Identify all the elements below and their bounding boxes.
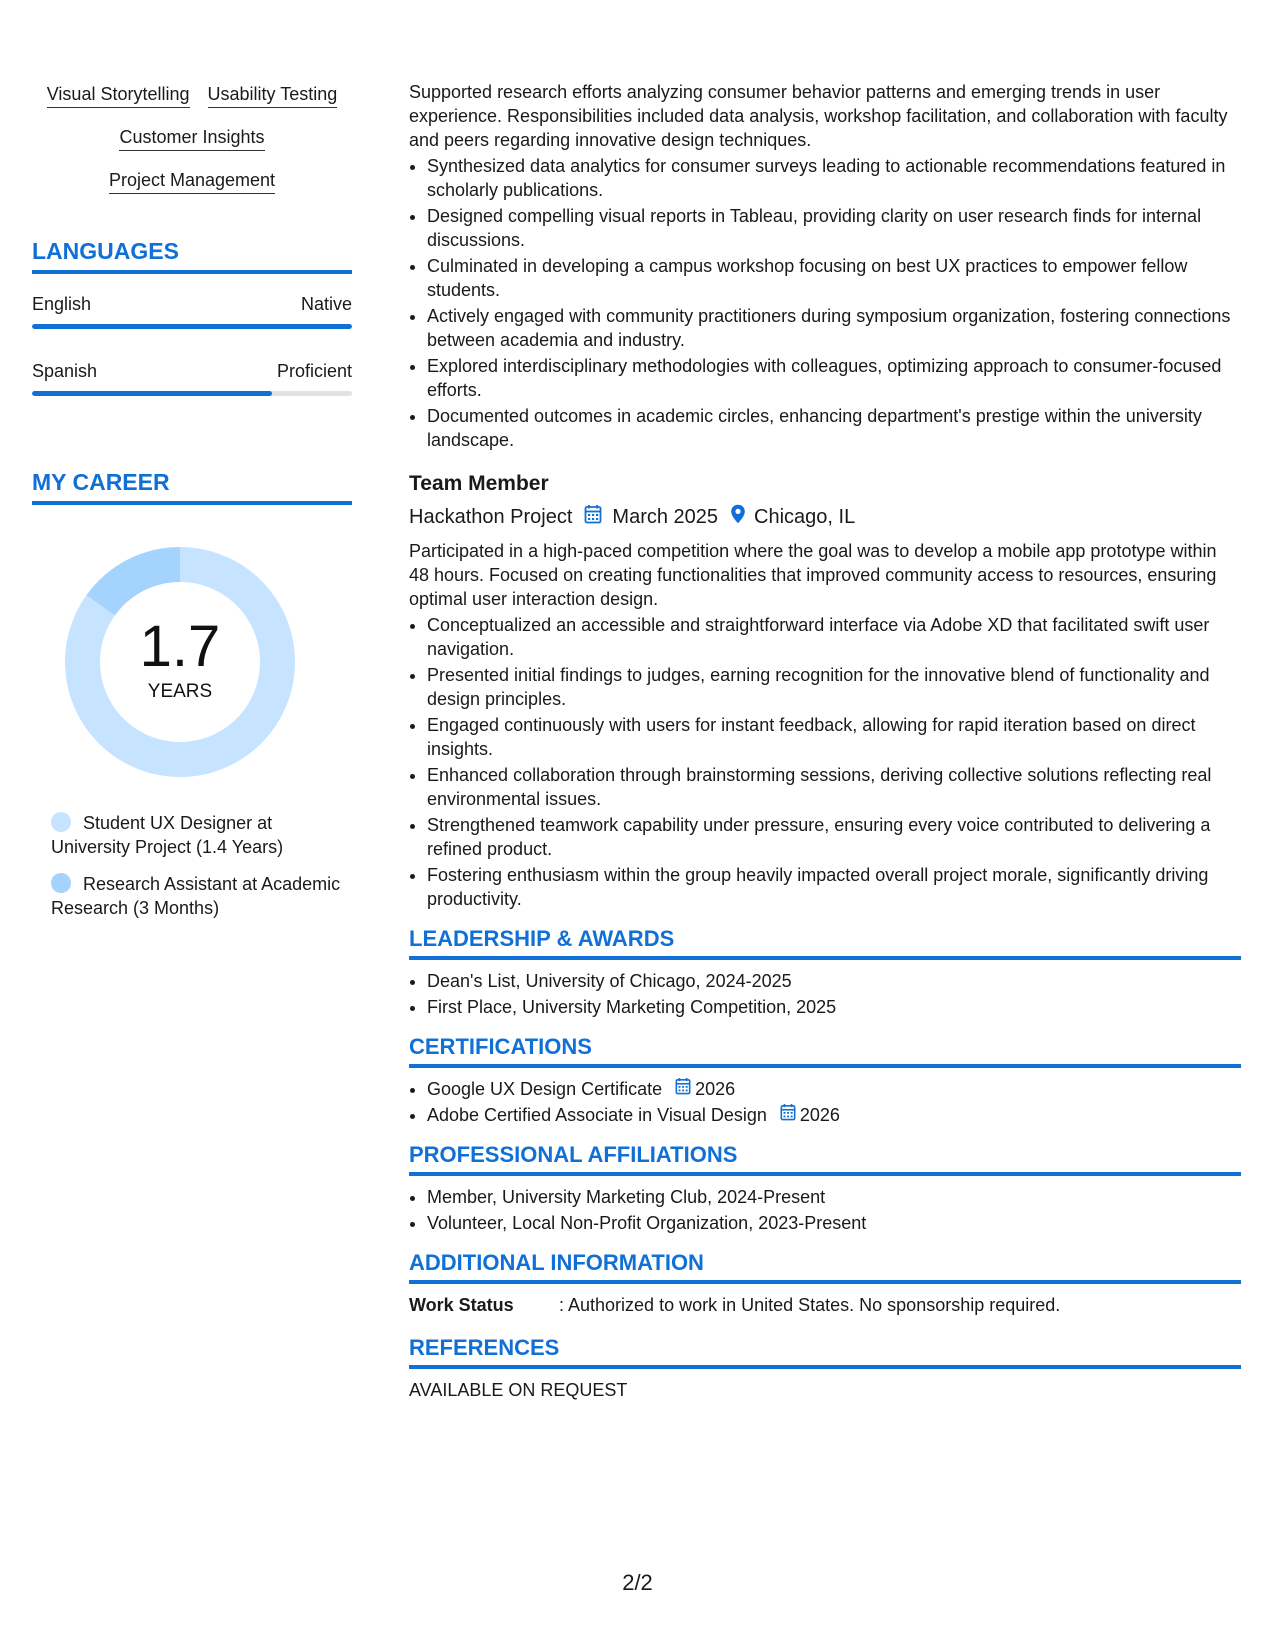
career-donut-chart — [65, 547, 295, 777]
language-bar — [32, 391, 352, 396]
affiliation-item: • Member, University Marketing Club, 2024-Present — [427, 1185, 1241, 1209]
job-bullets — [409, 613, 1241, 911]
leadership-item: • Dean's List, University of Chicago, 2024-2025 — [427, 969, 1241, 993]
references-heading: REFERENCES — [409, 1335, 1241, 1369]
bullet-item: • Enhanced collaboration through brainstorming sessions, deriving collective solutions reflecting real environmental issues. — [427, 763, 1241, 811]
affiliation-item: • Volunteer, Local Non-Profit Organization, 2023-Present — [427, 1211, 1241, 1235]
leadership-heading: LEADERSHIP & AWARDS — [409, 926, 1241, 960]
certification-item — [427, 1077, 1241, 1101]
bullet-item: • Documented outcomes in academic circles, enhancing department's prestige within the university landscape. — [427, 404, 1241, 452]
bullet-item: • Actively engaged with community practitioners during symposium organization, fostering connections between academia and industry. — [427, 304, 1241, 352]
affiliations-heading: PROFESSIONAL AFFILIATIONS — [409, 1142, 1241, 1176]
bullet-item: • Strengthened teamwork capability under pressure, ensuring every voice contributed to delivering a refined product. — [427, 813, 1241, 861]
job-title: Team Member — [409, 472, 549, 495]
calendar-icon — [675, 1077, 691, 1101]
skill-tag: Customer Insights — [119, 127, 264, 151]
bullet-item: • Fostering enthusiasm within the group heavily impacted overall project morale, significantly driving productivity. — [427, 863, 1241, 911]
job-location: Chicago, IL — [754, 506, 856, 528]
affiliations-list — [409, 1185, 1241, 1235]
legend-dot — [51, 873, 71, 893]
legend-label: Research Assistant at Academic Research (3 Months) — [51, 874, 341, 918]
bullet-item: • Conceptualized an accessible and straightforward interface via Adobe XD that facilitated swift user navigation. — [427, 613, 1241, 661]
research-description: Supported research efforts analyzing consumer behavior patterns and emerging trends in user experience. Responsibilities included data analysis, workshop facilitation, and collaboration with faculty and peers regarding innovative design techniques. — [409, 82, 1228, 150]
job-company: Hackathon Project — [409, 506, 573, 528]
language-name: English — [32, 294, 92, 314]
references-text: AVAILABLE ON REQUEST — [409, 1380, 628, 1400]
language-bar-fill — [32, 324, 352, 329]
additional-info-heading: ADDITIONAL INFORMATION — [409, 1250, 1241, 1284]
language-level: Proficient — [276, 361, 352, 381]
bullet-item: • Culminated in developing a campus workshop focusing on best UX practices to empower fellow students. — [427, 254, 1241, 302]
language-bar — [32, 324, 352, 329]
career-unit: YEARS — [147, 681, 213, 702]
languages-heading: LANGUAGES — [32, 238, 352, 274]
bullet-item: • Designed compelling visual reports in Tableau, providing clarity on user research finds for internal discussions. — [427, 204, 1241, 252]
legend-item — [51, 811, 351, 859]
legend-item — [51, 872, 351, 920]
leadership-item: • First Place, University Marketing Competition, 2025 — [427, 995, 1241, 1019]
bullet-item: • Explored interdisciplinary methodologies with colleagues, optimizing approach to consumer-focused efforts. — [427, 354, 1241, 402]
main-content — [409, 80, 1241, 1402]
certification-item — [427, 1103, 1241, 1127]
sidebar — [32, 84, 352, 933]
certifications-heading: CERTIFICATIONS — [409, 1034, 1241, 1068]
leadership-list — [409, 969, 1241, 1019]
language-name: Spanish — [32, 361, 98, 381]
work-status-label: Work Status — [409, 1295, 514, 1315]
career-heading: MY CAREER — [32, 469, 352, 505]
bullet-item: • Presented initial findings to judges, earning recognition for the innovative blend of functionality and design principles. — [427, 663, 1241, 711]
skill-tag: Usability Testing — [208, 84, 338, 108]
work-status-value: : Authorized to work in United States. No sponsorship required. — [559, 1295, 1061, 1315]
career-total-years: 1.7 — [139, 614, 221, 679]
bullet-item: • Engaged continuously with users for instant feedback, allowing for rapid iteration based on direct insights. — [427, 713, 1241, 761]
language-level: Native — [300, 294, 352, 314]
work-status-row — [409, 1293, 1241, 1317]
job-date: March 2025 — [612, 506, 719, 528]
certification-name: Google UX Design Certificate — [427, 1079, 663, 1099]
job-description: Participated in a high-paced competition where the goal was to develop a mobile app prototype within 48 hours. Focused on creating functionalities that improved community access to resources, ensuring optimal user interaction design. — [409, 541, 1217, 609]
research-bullets — [409, 154, 1241, 452]
language-item — [32, 360, 352, 396]
job-meta — [409, 504, 1241, 530]
language-bar-fill — [32, 391, 272, 396]
certifications-list — [409, 1077, 1241, 1127]
language-item — [32, 293, 352, 329]
legend-dot — [51, 812, 71, 832]
skill-tag: Project Management — [109, 170, 275, 194]
location-pin-icon — [730, 504, 746, 530]
calendar-icon — [780, 1103, 796, 1127]
calendar-icon — [584, 504, 602, 530]
certification-name: Adobe Certified Associate in Visual Design — [427, 1105, 767, 1125]
skills-list — [32, 84, 352, 194]
page-number: 2/2 — [622, 1570, 653, 1595]
bullet-item: • Synthesized data analytics for consumer surveys leading to actionable recommendations featured in scholarly publications. — [427, 154, 1241, 202]
certification-year: 2026 — [695, 1079, 736, 1099]
skill-tag: Visual Storytelling — [47, 84, 190, 108]
certification-year: 2026 — [799, 1105, 840, 1125]
legend-label: Student UX Designer at University Project (1.4 Years) — [51, 813, 284, 857]
career-legend — [51, 811, 351, 920]
